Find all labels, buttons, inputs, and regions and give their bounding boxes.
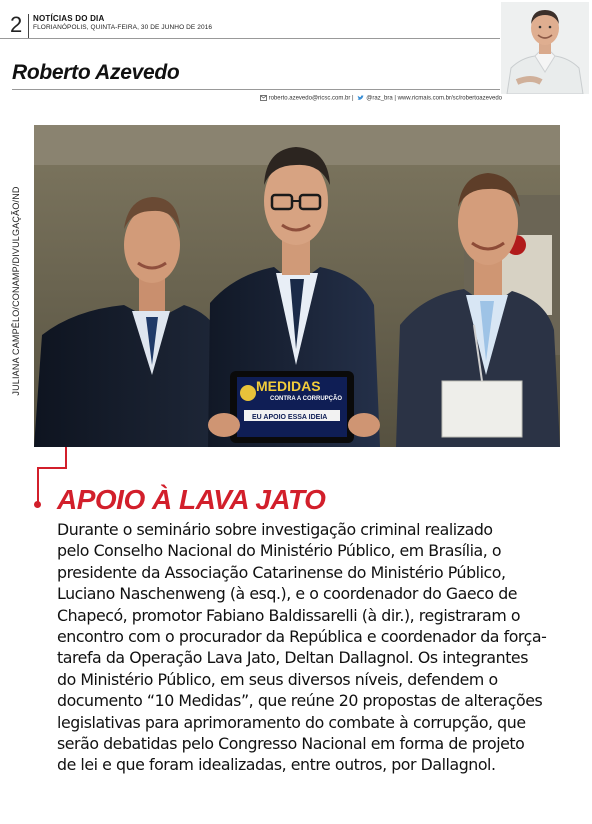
email-icon [260, 95, 267, 101]
page-number: 2 [10, 12, 23, 37]
dateline: FLORIANÓPOLIS, QUINTA-FEIRA, 30 DE JUNHO DE 2016 [33, 24, 213, 31]
contact-twitter[interactable]: @raz_bra [366, 95, 393, 102]
svg-text:CONTRA A CORRUPÇÃO: CONTRA A CORRUPÇÃO [270, 396, 342, 402]
article-body-line: encontro com o procurador da República e coordenador da força- [57, 627, 547, 647]
caption-connector-line [37, 467, 67, 469]
column-author-name: Roberto Azevedo [12, 61, 180, 84]
author-rule [12, 89, 500, 90]
article-body-line: Chapecó, promotor Fabiano Baldissarelli (à dir.), registraram o [57, 605, 521, 625]
article-body-line: documento “10 Medidas”, que reúne 20 propostas de alterações [57, 691, 543, 711]
column-contacts: roberto.azevedo@ricsc.com.br | @raz_bra | www.ricmais.com.br/sc/robertoazevedo [258, 95, 502, 102]
contact-email[interactable]: roberto.azevedo@ricsc.com.br [268, 95, 351, 102]
svg-text:EU APOIO ESSA IDEIA: EU APOIO ESSA IDEIA [252, 414, 328, 421]
caption-bullet [34, 501, 41, 508]
article-body-line: serão debatidas pelo Congresso Nacional em forma de projeto [57, 734, 525, 754]
article-body-line: Durante o seminário sobre investigação criminal realizado [57, 520, 493, 539]
article-body-line: legislativas para aprimoramento do combate à corrupção, que [57, 712, 526, 732]
article-headline: APOIO À LAVA JATO [57, 484, 326, 515]
news-photo [34, 125, 560, 447]
article-body-line: tarefa da Operação Lava Jato, Deltan Dallagnol. Os integrantes [57, 648, 528, 668]
caption-connector-line [37, 467, 39, 503]
contact-website[interactable]: www.ricmais.com.br/sc/robertoazevedo [397, 95, 502, 102]
caption-connector-line [65, 447, 67, 469]
article-body-line: pelo Conselho Nacional do Ministério Público, em Brasília, o [57, 541, 502, 561]
photo-credit: JULIANA CAMPÊLO/CONAMP/DIVULGAÇÃO/ND [11, 186, 21, 396]
author-portrait [501, 2, 589, 94]
header-rule [0, 38, 500, 39]
article-body [57, 519, 547, 776]
page-number-divider [28, 14, 29, 38]
twitter-icon [357, 95, 364, 101]
section-name: NOTÍCIAS DO DIA [33, 14, 105, 23]
article-body-line: Luciano Naschenweng (à esq.), e o coordenador do Gaeco de [57, 584, 518, 604]
article-body-line: de lei e que foram idealizadas, entre outros, por Dallagnol. [57, 755, 496, 775]
article-body-line: do Ministério Público, em seus diversos níveis, defendem o [57, 669, 498, 689]
svg-text:MEDIDAS: MEDIDAS [256, 378, 321, 394]
article-body-line: presidente da Associação Catarinense do Ministério Público, [57, 562, 506, 582]
